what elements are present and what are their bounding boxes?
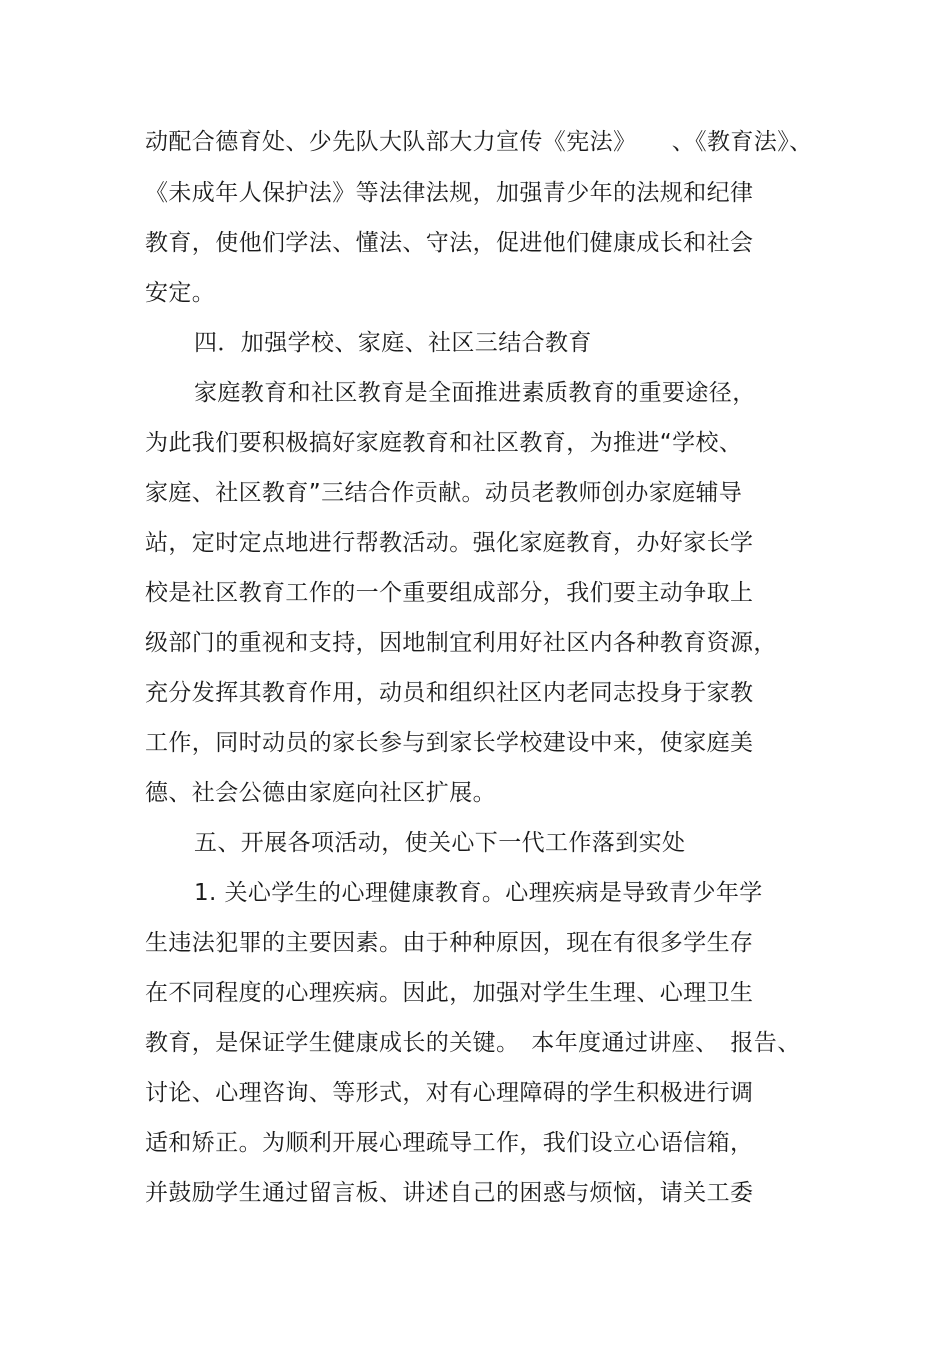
text-line: 1. 关心学生的心理健康教育。心理疾病是导致青少年学 bbox=[194, 880, 763, 906]
text-line: 德、社会公德由家庭向社区扩展。 bbox=[145, 780, 496, 806]
text-line: 为此我们要积极搞好家庭教育和社区教育，为推进“学校、 bbox=[145, 430, 743, 456]
text-line: 教育，是保证学生健康成长的关键。 本年度通过讲座、 报告、 bbox=[145, 1030, 801, 1056]
text-line: 《未成年人保护法》等法律法规，加强青少年的法规和纪律 bbox=[145, 180, 754, 206]
text-line: 在不同程度的心理疾病。因此，加强对学生生理、心理卫生 bbox=[145, 980, 754, 1006]
text-line: 校是社区教育工作的一个重要组成部分，我们要主动争取上 bbox=[145, 580, 754, 606]
text-line: 动配合德育处、少先队大队部大力宣传《宪法》 、《教育法》、 bbox=[145, 129, 813, 155]
text-line: 讨论、心理咨询、等形式，对有心理障碍的学生积极进行调 bbox=[145, 1080, 754, 1106]
text-line: 适和矫正。为顺利开展心理疏导工作，我们设立心语信箱， bbox=[145, 1130, 754, 1156]
text-line: 家庭、社区教育”三结合作贡献。动员老教师创办家庭辅导 bbox=[145, 480, 743, 506]
text-line: 充分发挥其教育作用，动员和组织社区内老同志投身于家教 bbox=[145, 680, 754, 706]
text-line: 站，定时定点地进行帮教活动。强化家庭教育，办好家长学 bbox=[145, 530, 754, 556]
text-line: 教育，使他们学法、懂法、守法，促进他们健康成长和社会 bbox=[145, 230, 754, 256]
text-line: 安定。 bbox=[145, 280, 216, 306]
text-line: 级部门的重视和支持，因地制宜利用好社区内各种教育资源， bbox=[145, 630, 777, 656]
text-line: 工作，同时动员的家长参与到家长学校建设中来，使家庭美 bbox=[145, 730, 754, 756]
section-heading: 四．加强学校、家庭、社区三结合教育 bbox=[194, 330, 592, 356]
text-line: 并鼓励学生通过留言板、讲述自己的困惑与烦恼，请关工委 bbox=[145, 1180, 754, 1206]
section-heading: 五、开展各项活动，使关心下一代工作落到实处 bbox=[194, 830, 686, 856]
text-line: 家庭教育和社区教育是全面推进素质教育的重要途径， bbox=[194, 380, 756, 406]
text-line: 生违法犯罪的主要因素。由于种种原因，现在有很多学生存 bbox=[145, 930, 754, 956]
